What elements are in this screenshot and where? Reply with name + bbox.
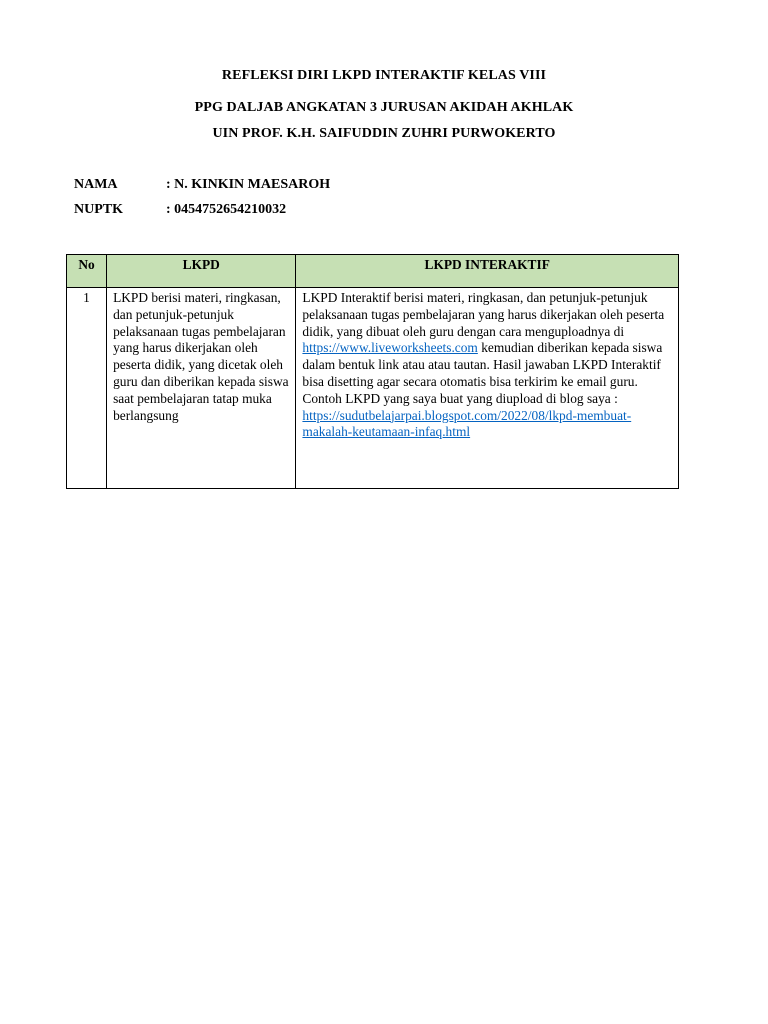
- liveworksheets-link[interactable]: https://www.liveworksheets.com: [302, 340, 478, 356]
- interaktif-text-2: kemudian diberikan kepada siswa dalam bentuk link atau atau tautan. Hasil jawaban LKPD Interaktif bisa disetting agar secara otomatis bisa terkirim ke email guru.: [302, 340, 663, 389]
- header-lkpd-interaktif: LKPD INTERAKTIF: [296, 255, 679, 288]
- nuptk-value: : 0454752654210032: [166, 202, 287, 217]
- lkpd-interaktif-description: [296, 288, 679, 489]
- nuptk-label: NUPTK: [74, 202, 123, 217]
- info-nuptk-row: [74, 202, 286, 218]
- table-header-row: [67, 255, 679, 288]
- document-subtitle-university: UIN PROF. K.H. SAIFUDDIN ZUHRI PURWOKERTO: [212, 126, 556, 141]
- nama-value: : N. KINKIN MAESAROH: [166, 177, 331, 192]
- document-subtitle-program: PPG DALJAB ANGKATAN 3 JURUSAN AKIDAH AKHLAK: [194, 100, 574, 115]
- document-title: REFLEKSI DIRI LKPD INTERAKTIF KELAS VIII: [221, 68, 547, 83]
- blog-example-link[interactable]: https://sudutbelajarpai.blogspot.com/2022/08/lkpd-membuat-makalah-keutamaan-infaq.html: [302, 407, 632, 440]
- interaktif-text-1: LKPD Interaktif berisi materi, ringkasan, dan petunjuk-petunjuk pelaksanaan tugas pembelajaran yang harus dikerjakan oleh peserta didik, yang dibuat oleh guru dengan cara menguploadnya di: [302, 290, 665, 339]
- row-number: 1: [67, 288, 107, 489]
- comparison-table: [66, 254, 679, 489]
- interaktif-text-3: Contoh LKPD yang saya buat yang diupload di blog saya :: [302, 390, 618, 406]
- nama-label: NAMA: [74, 177, 118, 192]
- table-row: [67, 288, 679, 489]
- info-nama-row: [74, 177, 330, 193]
- lkpd-description: LKPD berisi materi, ringkasan, dan petunjuk-petunjuk pelaksanaan tugas pembelajaran yang harus dikerjakan oleh peserta didik, yang dicetak oleh guru dan diberikan kepada siswa saat pembelajaran tatap muka berlangsung: [107, 288, 296, 489]
- header-no: No: [67, 255, 107, 288]
- header-lkpd: LKPD: [107, 255, 296, 288]
